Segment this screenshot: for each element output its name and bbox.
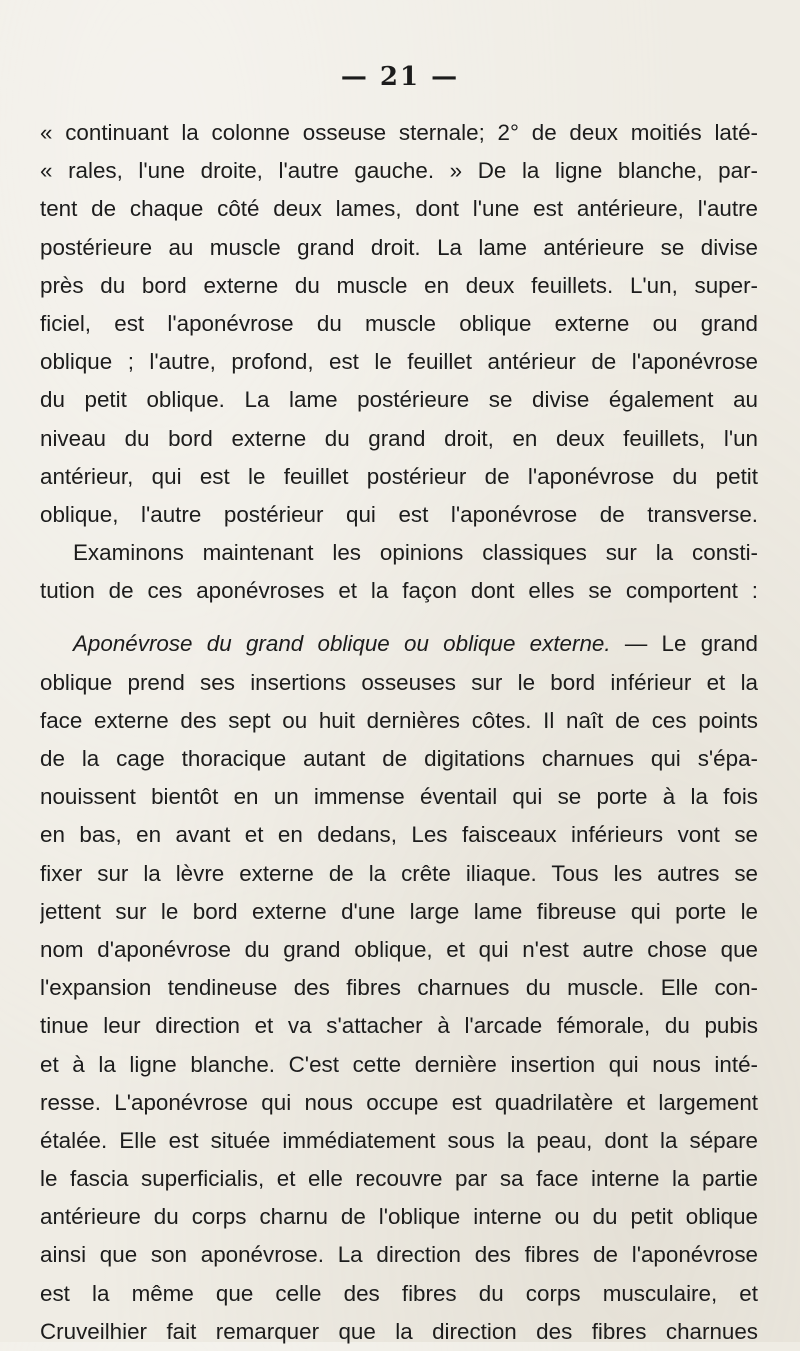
text-line: jettent sur le bord externe d'une large lame fibreuse qui porte le [40, 898, 758, 924]
page-number: — 21 — [340, 62, 460, 92]
text-line: ainsi que son aponévrose. La direction des fibres de l'aponévrose [40, 1242, 758, 1268]
text-line: resse. L'aponévrose qui nous occupe est quadrilatère et largement [40, 1089, 758, 1115]
text-line: tution de ces aponévroses et la façon dont elles se comportent : [40, 578, 758, 604]
text-line: tent de chaque côté deux lames, dont l'une est antérieure, l'autre [40, 196, 758, 222]
body-text [40, 114, 758, 1351]
paragraph-1 [40, 114, 758, 610]
heading-line-rest: — Le grand [610, 631, 758, 657]
text-line: Cruveilhier fait remarquer que la direction des fibres charnues [40, 1318, 758, 1344]
text-line: face externe des sept ou huit dernières côtes. Il naît de ces points [40, 707, 758, 733]
text-line: « rales, l'une droite, l'autre gauche. » De la ligne blanche, par- [40, 158, 758, 184]
text-line: est la même que celle des fibres du corps musculaire, et [40, 1280, 758, 1306]
text-line: l'expansion tendineuse des fibres charnues du muscle. Elle con- [40, 975, 758, 1001]
paragraph-gap [40, 610, 758, 625]
text-line: de la cage thoracique autant de digitations charnues qui s'épa- [40, 746, 758, 771]
text-line: postérieure au muscle grand droit. La lame antérieure se divise [40, 234, 758, 260]
text-line: étalée. Elle est située immédiatement sous la peau, dont la sépare [40, 1127, 758, 1153]
text-line: antérieure du corps charnu de l'oblique interne ou du petit oblique [40, 1204, 758, 1230]
text-line: ficiel, est l'aponévrose du muscle oblique externe ou grand [40, 310, 758, 336]
text-line: oblique ; l'autre, profond, est le feuillet antérieur de l'aponévrose [40, 349, 758, 375]
text-line: Examinons maintenant les opinions classiques sur la consti- [73, 540, 758, 566]
text-line: tinue leur direction et va s'attacher à l'arcade fémorale, du pubis [40, 1013, 758, 1039]
text-line: oblique prend ses insertions osseuses sur le bord inférieur et la [40, 669, 758, 695]
text-line: niveau du bord externe du grand droit, en deux feuillets, l'un [40, 425, 758, 451]
text-line: antérieur, qui est le feuillet postérieur de l'aponévrose du petit [40, 463, 758, 489]
text-line: nom d'aponévrose du grand oblique, et qui n'est autre chose que [40, 936, 758, 962]
section-heading: Aponévrose du grand oblique ou oblique externe. [73, 631, 611, 657]
text-line: fixer sur la lèvre externe de la crête iliaque. Tous les autres se [40, 860, 758, 886]
text-line: « continuant la colonne osseuse sternale; 2° de deux moitiés laté- [40, 120, 758, 145]
text-line: du petit oblique. La lame postérieure se divise également au [40, 387, 758, 413]
text-line: près du bord externe du muscle en deux feuillets. L'un, super- [40, 272, 758, 298]
text-line: en bas, en avant et en dedans, Les faisceaux inférieurs vont se [40, 822, 758, 848]
text-line: nouissent bientôt en un immense éventail qui se porte à la fois [40, 784, 758, 810]
paragraph-2 [40, 625, 758, 1351]
section-heading-line [40, 625, 758, 663]
text-line: et à la ligne blanche. C'est cette dernière insertion qui nous inté- [40, 1051, 758, 1077]
text-line: oblique, l'autre postérieur qui est l'aponévrose de transverse. [40, 501, 758, 527]
text-line: le fascia superficialis, et elle recouvre par sa face interne la partie [40, 1166, 758, 1192]
